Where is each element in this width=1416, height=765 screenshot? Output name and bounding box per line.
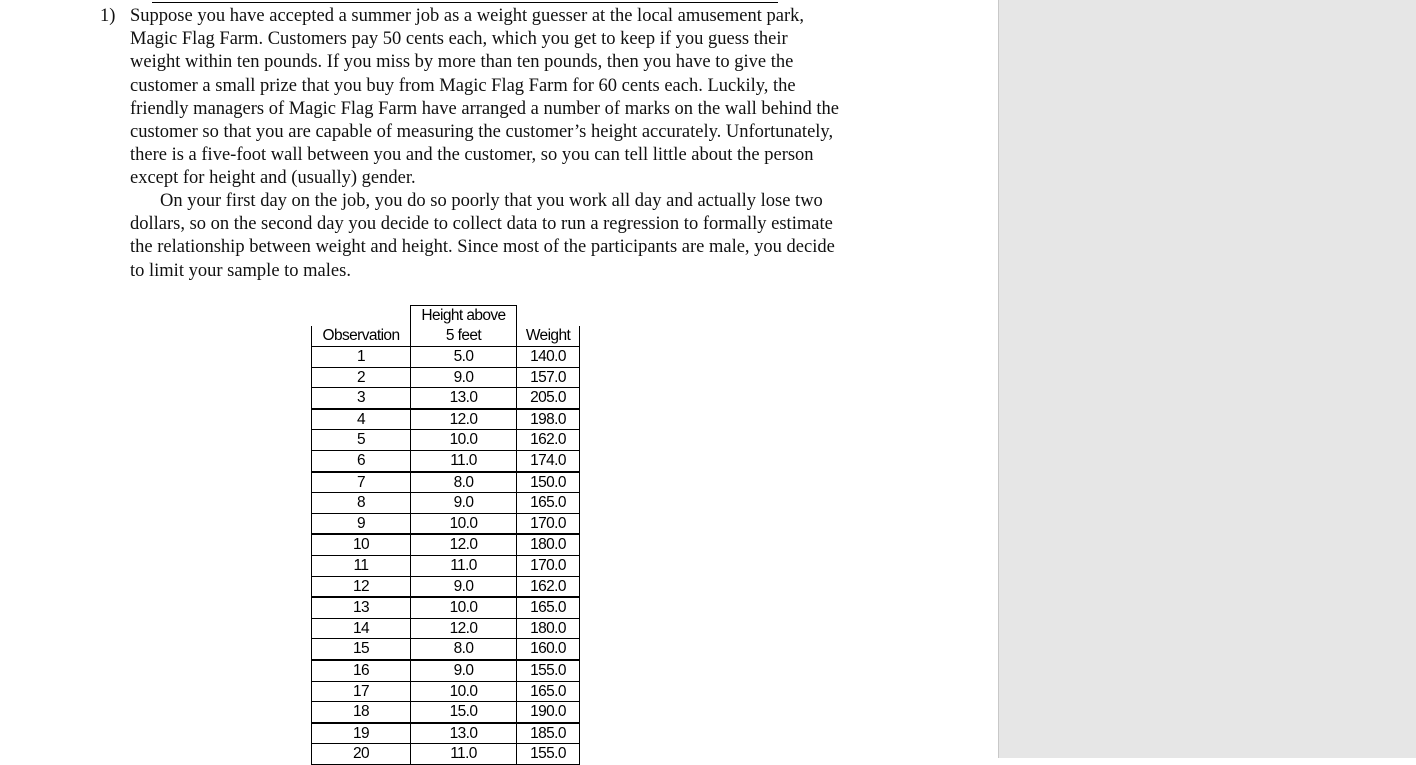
height-cell: 11.0 [411,450,517,471]
weight-cell: 174.0 [517,450,580,471]
height-cell: 12.0 [411,409,517,430]
paragraph-line: weight within ten pounds. If you miss by more than ten pounds, then you have to give the [130,52,794,73]
height-cell: 9.0 [411,367,517,388]
height-weight-table [311,305,580,765]
weight-cell: 155.0 [517,744,580,765]
paragraph-line: there is a five-foot wall between you and the customer, so you can tell little about the person [130,145,814,166]
paragraph-line: Suppose you have accepted a summer job as a weight guesser at the local amusement park, [130,6,805,26]
weight-cell: 190.0 [517,702,580,723]
height-cell: 9.0 [411,660,517,681]
table-row [312,493,580,514]
weight-cell: 170.0 [517,513,580,534]
observation-cell: 12 [312,576,411,597]
observation-cell: 15 [312,639,411,660]
table-row [312,472,580,493]
weight-cell: 180.0 [517,618,580,639]
height-cell: 10.0 [411,430,517,451]
weight-cell: 198.0 [517,409,580,430]
observation-cell: 4 [312,409,411,430]
observation-cell: 19 [312,723,411,744]
observation-cell: 13 [312,597,411,618]
table-row [312,702,580,723]
observation-cell: 7 [312,472,411,493]
weight-cell: 162.0 [517,430,580,451]
question-paragraph-1 [130,5,920,191]
height-cell: 8.0 [411,639,517,660]
table-row [312,660,580,681]
height-cell: 9.0 [411,493,517,514]
weight-cell: 162.0 [517,576,580,597]
paragraph-line: customer so that you are capable of measuring the customer’s height accurately. Unfortunately, [130,122,834,143]
table-row [312,388,580,409]
observation-cell: 11 [312,555,411,576]
table-row [312,618,580,639]
observation-cell: 8 [312,493,411,514]
observation-cell: 2 [312,367,411,388]
observation-cell: 5 [312,430,411,451]
table-row [312,744,580,765]
weight-cell: 185.0 [517,723,580,744]
table-row [312,555,580,576]
observation-cell: 18 [312,702,411,723]
weight-cell: 180.0 [517,534,580,555]
table-row [312,681,580,702]
paragraph-line: customer a small prize that you buy from Magic Flag Farm for 60 cents each. Luckily, the [130,75,796,96]
height-cell: 9.0 [411,576,517,597]
table-row [312,597,580,618]
table-row [312,409,580,430]
table-row [312,430,580,451]
header-height-line2: 5 feet [411,326,517,347]
table-row [312,513,580,534]
height-cell: 12.0 [411,534,517,555]
paragraph-line: On your first day on the job, you do so poorly that you work all day and actually lose two [160,191,823,211]
observation-cell: 6 [312,450,411,471]
table-row [312,723,580,744]
side-panel [998,0,1416,758]
table-header-row [312,326,580,347]
observation-cell: 10 [312,534,411,555]
question-paragraph-2 [130,190,920,283]
weight-cell: 157.0 [517,367,580,388]
paragraph-line: the relationship between weight and height. Since most of the participants are male, you decide [130,237,835,258]
height-cell: 13.0 [411,388,517,409]
paragraph-line: except for height and (usually) gender. [130,168,416,189]
table-row [312,576,580,597]
weight-cell: 140.0 [517,347,580,368]
height-cell: 11.0 [411,744,517,765]
table-row [312,534,580,555]
weight-cell: 160.0 [517,639,580,660]
height-cell: 10.0 [411,513,517,534]
table-row [312,347,580,368]
height-cell: 10.0 [411,597,517,618]
weight-cell: 165.0 [517,493,580,514]
observation-cell: 14 [312,618,411,639]
weight-cell: 155.0 [517,660,580,681]
height-cell: 12.0 [411,618,517,639]
paragraph-line: Magic Flag Farm. Customers pay 50 cents each, which you get to keep if you guess their [130,29,788,50]
weight-cell: 150.0 [517,472,580,493]
table-row [312,367,580,388]
header-blank [517,306,580,327]
table-row [312,450,580,471]
question-number: 1) [100,6,116,26]
paragraph-line: friendly managers of Magic Flag Farm have arranged a number of marks on the wall behind the [130,98,839,119]
observation-cell: 16 [312,660,411,681]
observation-cell: 3 [312,388,411,409]
header-blank [312,306,411,327]
height-cell: 8.0 [411,472,517,493]
height-cell: 13.0 [411,723,517,744]
table-header-row [312,306,580,327]
header-weight: Weight [517,326,580,347]
weight-cell: 205.0 [517,388,580,409]
observation-cell: 20 [312,744,411,765]
height-cell: 11.0 [411,555,517,576]
weight-cell: 170.0 [517,555,580,576]
observation-cell: 1 [312,347,411,368]
observation-cell: 17 [312,681,411,702]
paragraph-line: to limit your sample to males. [130,260,351,281]
observation-cell: 9 [312,513,411,534]
height-cell: 10.0 [411,681,517,702]
paragraph-line: dollars, so on the second day you decide to collect data to run a regression to formally estimate [130,214,833,235]
height-cell: 5.0 [411,347,517,368]
weight-cell: 165.0 [517,597,580,618]
height-cell: 15.0 [411,702,517,723]
weight-cell: 165.0 [517,681,580,702]
header-observation: Observation [312,326,411,347]
top-horizontal-rule [152,2,778,3]
table-row [312,639,580,660]
header-height-line1: Height above [411,306,517,327]
table-body [312,347,580,765]
